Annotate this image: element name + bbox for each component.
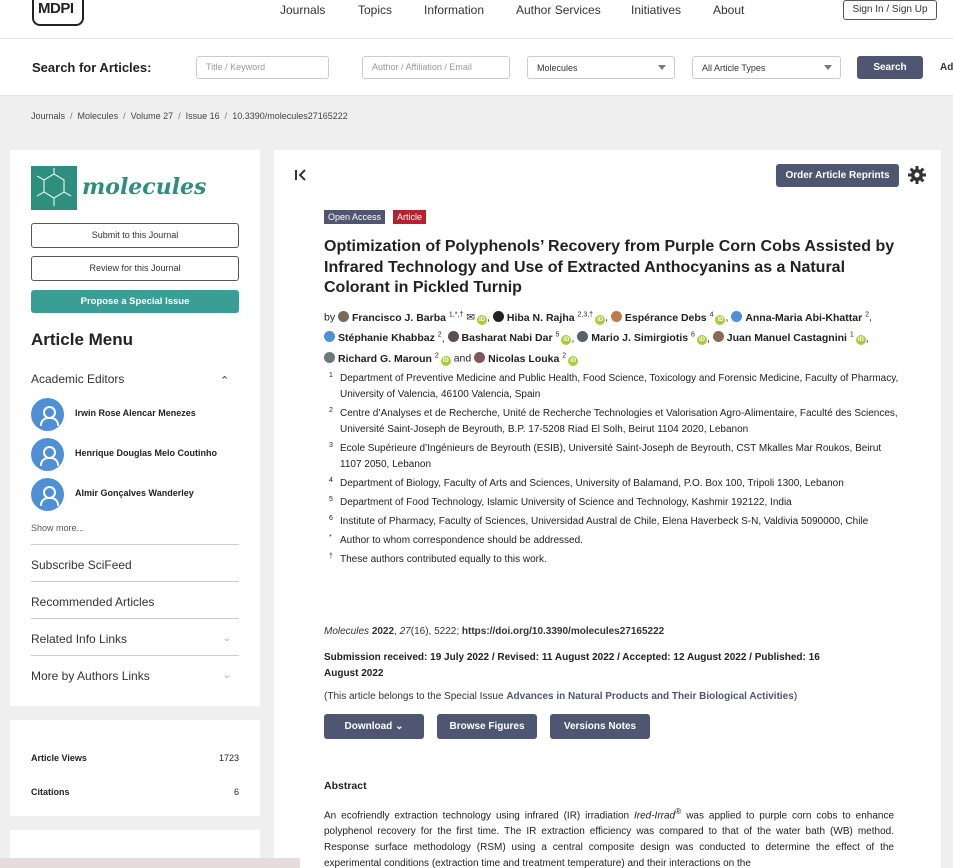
author-link[interactable]: Basharat Nabi Dar $^5$ xyxy=(448,332,560,344)
sidebar-item-label: Related Info Links xyxy=(31,632,128,646)
breadcrumb-molecules[interactable]: Molecules xyxy=(77,111,119,121)
stat-value: 6 xyxy=(233,787,239,797)
stat-value: 1723 xyxy=(218,753,239,763)
special-issue-note: (This article belongs to the Special Issue Advances in Natural Products and Their Biological Activities) xyxy=(324,691,798,702)
author-photo-icon xyxy=(713,331,724,342)
chevron-down-icon: ⌄ xyxy=(222,633,231,644)
sidebar-item-label: Subscribe SciFeed xyxy=(31,558,132,572)
orcid-icon[interactable]: iD xyxy=(717,316,724,323)
chevron-down-icon xyxy=(658,65,666,70)
author-photo-icon xyxy=(324,352,335,363)
article-main xyxy=(274,150,941,868)
bottom-banner xyxy=(0,858,300,868)
sign-in-button[interactable]: Sign In / Sign Up xyxy=(843,0,937,20)
orcid-icon[interactable]: iD xyxy=(442,357,449,364)
nav-information[interactable]: Information xyxy=(424,3,485,17)
nav-journals[interactable]: Journals xyxy=(280,3,326,17)
user-avatar-icon xyxy=(31,398,64,431)
affiliation: 2 Centre d’Analyses et de Recherche, Unité de Recherche Technologies et Valorisation Agro-Alimentaire, Faculté des Sciences, Université Saint-Joseph de Beyrouth, B.P. 17-5208 Riad El Solh, Beirut 1104 2020, Lebanon xyxy=(329,407,898,435)
author-photo-icon xyxy=(474,352,485,363)
author-link[interactable]: Stéphanie Khabbaz $^2$ xyxy=(324,332,442,344)
journal-name[interactable]: molecules xyxy=(82,174,207,200)
gear-icon[interactable] xyxy=(907,165,927,185)
versions-notes-button[interactable]: Versions Notes xyxy=(550,714,650,739)
author-link[interactable]: Richard G. Maroun $^2$ xyxy=(324,353,439,365)
article-sidebar xyxy=(10,150,260,706)
abstract-text: An ecofriendly extraction technology using infrared (IR) irradiation Ired-Irrad® was applied to purple corn cobs to enhance polyphenol recovery for the first time. The IR extraction efficiency was compared to that of the water bath (WB) method. Response surface methodology (RSM) using a central composite design was conducted to determine the effect of the experimental conditions (extraction time and treatment temperature) and their interactions on the xyxy=(324,806,895,868)
author-input[interactable]: Author / Affiliation / Email xyxy=(362,56,510,79)
breadcrumb: Journals / Molecules / Volume 27 / Issue 16 / 10.3390/molecules27165222 xyxy=(31,111,348,121)
correspondence-note: * Author to whom correspondence should be addressed. xyxy=(329,534,583,546)
author-link[interactable]: Nicolas Louka $^2$ xyxy=(474,353,566,365)
author-link[interactable]: Juan Manuel Castagnini $^1$ xyxy=(713,332,854,344)
molecules-logo-icon[interactable] xyxy=(31,166,77,210)
author-link[interactable]: Espérance Debs $^4$ xyxy=(611,312,714,324)
sidebar-item-label: More by Authors Links xyxy=(31,669,150,683)
keyword-input[interactable]: Title / Keyword xyxy=(196,56,329,79)
chevron-down-icon xyxy=(824,65,832,70)
open-access-badge: Open Access xyxy=(324,210,385,224)
sidebar-item-subscribe-scifeed[interactable] xyxy=(31,544,239,581)
order-reprints-button[interactable]: Order Article Reprints xyxy=(776,164,899,187)
orcid-icon[interactable]: iD xyxy=(597,316,604,323)
special-issue-link[interactable]: Advances in Natural Products and Their Biological Activities xyxy=(506,691,794,702)
author-photo-icon xyxy=(338,311,349,322)
user-avatar-icon xyxy=(731,311,742,322)
affiliation: 4 Department of Biology, Faculty of Arts and Sciences, University of Balamand, P.O. Box 100, Tripoli 1300, Lebanon xyxy=(329,477,844,489)
article-metrics-panel xyxy=(10,720,260,816)
citation-line: Molecules 2022, 27(16), 5222; https://doi.org/10.3390/molecules27165222 xyxy=(324,626,665,637)
review-for-journal-button[interactable]: Review for this Journal xyxy=(31,256,239,281)
equal-contribution-note: † These authors contributed equally to this work. xyxy=(329,553,547,565)
breadcrumb-issue[interactable]: Issue 16 xyxy=(185,111,220,121)
browse-figures-button[interactable]: Browse Figures xyxy=(437,714,537,739)
sidebar-item-recommended-articles[interactable] xyxy=(31,581,239,618)
editor-name[interactable]: Henrique Douglas Melo Coutinho xyxy=(75,448,217,458)
article-type-value: All Article Types xyxy=(702,63,766,73)
email-icon[interactable]: ✉ xyxy=(466,311,476,324)
editor-name[interactable]: Almir Gonçalves Wanderley xyxy=(75,488,194,498)
author-photo-icon xyxy=(493,311,504,322)
academic-editors-title[interactable]: Academic Editors xyxy=(31,372,125,386)
search-button[interactable]: Search xyxy=(857,56,923,79)
author-link[interactable]: Mario J. Simirgiotis $^6$ xyxy=(577,332,695,344)
breadcrumb-doi: 10.3390/molecules27165222 xyxy=(232,111,348,121)
sidebar-item-more-by-authors[interactable] xyxy=(31,655,239,692)
editor-name[interactable]: Irwin Rose Alencar Menezes xyxy=(75,408,196,418)
orcid-icon[interactable]: iD xyxy=(857,337,864,343)
author-link[interactable]: Francisco J. Barba $^{1,*,\dagger}$ xyxy=(338,312,463,324)
advanced-search-link[interactable]: Ad xyxy=(940,62,953,73)
submit-to-journal-button[interactable]: Submit to this Journal xyxy=(31,223,239,248)
affiliation: 5 Department of Food Technology, Islamic University of Science and Technology, Kashmir 192122, India xyxy=(329,496,792,508)
mdpi-logo[interactable]: MDPI xyxy=(32,0,84,26)
user-avatar-icon xyxy=(31,438,64,471)
article-menu-title: Article Menu xyxy=(31,330,134,349)
journal-select-value: Molecules xyxy=(537,63,578,73)
orcid-icon[interactable]: iD xyxy=(479,316,486,323)
sidebar-item-related-info-links[interactable] xyxy=(31,618,239,655)
propose-special-issue-button[interactable]: Propose a Special Issue xyxy=(31,290,239,313)
breadcrumb-volume[interactable]: Volume 27 xyxy=(130,111,174,121)
article-type-badge: Article xyxy=(393,210,426,224)
author-photo-icon xyxy=(448,331,459,342)
orcid-icon[interactable]: iD xyxy=(570,357,577,364)
stat-label: Citations xyxy=(31,787,70,797)
nav-topics[interactable]: Topics xyxy=(358,3,393,17)
orcid-icon[interactable]: iD xyxy=(698,337,705,343)
nav-author-services[interactable]: Author Services xyxy=(516,3,601,17)
publication-dates: Submission received: 19 July 2022 / Revised: 11 August 2022 / Accepted: 12 August 2022 / Published: 16 August 2022 xyxy=(324,652,820,679)
affiliation: 1 Department of Preventive Medicine and Public Health, Food Science, Toxicology and Forensic Medicine, Faculty of Pharmacy, University of Valencia, 46100 Valencia, Spain xyxy=(329,372,899,400)
sidebar-item-label: Recommended Articles xyxy=(31,595,155,609)
article-views-stat[interactable] xyxy=(31,753,239,763)
collapse-sidebar-icon[interactable] xyxy=(294,168,308,186)
nav-initiatives[interactable]: Initiatives xyxy=(631,3,682,17)
citations-stat[interactable] xyxy=(31,787,239,797)
author-photo-icon xyxy=(577,331,588,342)
stat-label: Article Views xyxy=(31,753,87,763)
article-type-select[interactable] xyxy=(692,56,841,79)
author-link[interactable]: Anna-Maria Abi-Khattar $^2$ xyxy=(731,312,869,324)
search-bar xyxy=(0,38,953,96)
chevron-up-icon[interactable]: ⌃ xyxy=(220,375,230,387)
chevron-down-icon: ⌄ xyxy=(222,670,231,681)
author-list: by Francisco J. Barba $^{1,*,\dagger}$ ✉ iD , Hiba N. Rajha $^{2,3,\dagger}$iD , Espérance Debs $^4$iD , Anna-Maria Abi-Khattar $^2$, Stéphanie Khabbaz $^2$, Basharat Nabi Dar $^5$iD , Mario J. Simirgiotis $^6$iD , Juan Manuel Castagnini $^1$iD , Richard G. Maroun $^2$iD and Nicolas Louka $^2$iD xyxy=(324,311,872,365)
show-more-link[interactable]: Show more... xyxy=(31,523,85,533)
chevron-down-icon: ⌄ xyxy=(395,721,404,732)
top-navbar xyxy=(0,0,953,38)
doi-link[interactable]: https://doi.org/10.3390/molecules27165222 xyxy=(461,626,665,637)
affiliations-list xyxy=(324,371,904,571)
breadcrumb-journals[interactable]: Journals xyxy=(31,111,66,121)
abstract-heading: Abstract xyxy=(324,780,367,792)
affiliation: 3 Ecole Supérieure d’Ingénieurs de Beyrouth (ESIB), Université Saint-Joseph de Beyrouth, CST Mkalles Mar Roukos, Beirut 1107 2050, Lebanon xyxy=(329,442,882,470)
nav-about[interactable]: About xyxy=(713,3,745,17)
author-link[interactable]: Hiba N. Rajha $^{2,3,\dagger}$ xyxy=(493,312,593,324)
by-label: by xyxy=(324,311,336,324)
author-photo-icon xyxy=(611,311,622,322)
and-label: and xyxy=(453,352,472,365)
download-button[interactable]: Download ⌄ xyxy=(324,714,424,739)
search-title: Search for Articles: xyxy=(32,60,152,75)
user-avatar-icon xyxy=(324,331,335,342)
article-title: Optimization of Polyphenols’ Recovery from Purple Corn Cobs Assisted by Infrared Technology and Use of Extracted Anthocyanins as a Natural Colorant in Pickled Turnip xyxy=(324,238,895,296)
orcid-icon[interactable]: iD xyxy=(563,337,570,343)
affiliation: 6 Institute of Pharmacy, Faculty of Sciences, Universidad Austral de Chile, Elena Haverbeck S-N, Valdivia 5090000, Chile xyxy=(329,515,869,527)
user-avatar-icon xyxy=(31,478,64,511)
journal-select[interactable] xyxy=(527,56,675,79)
